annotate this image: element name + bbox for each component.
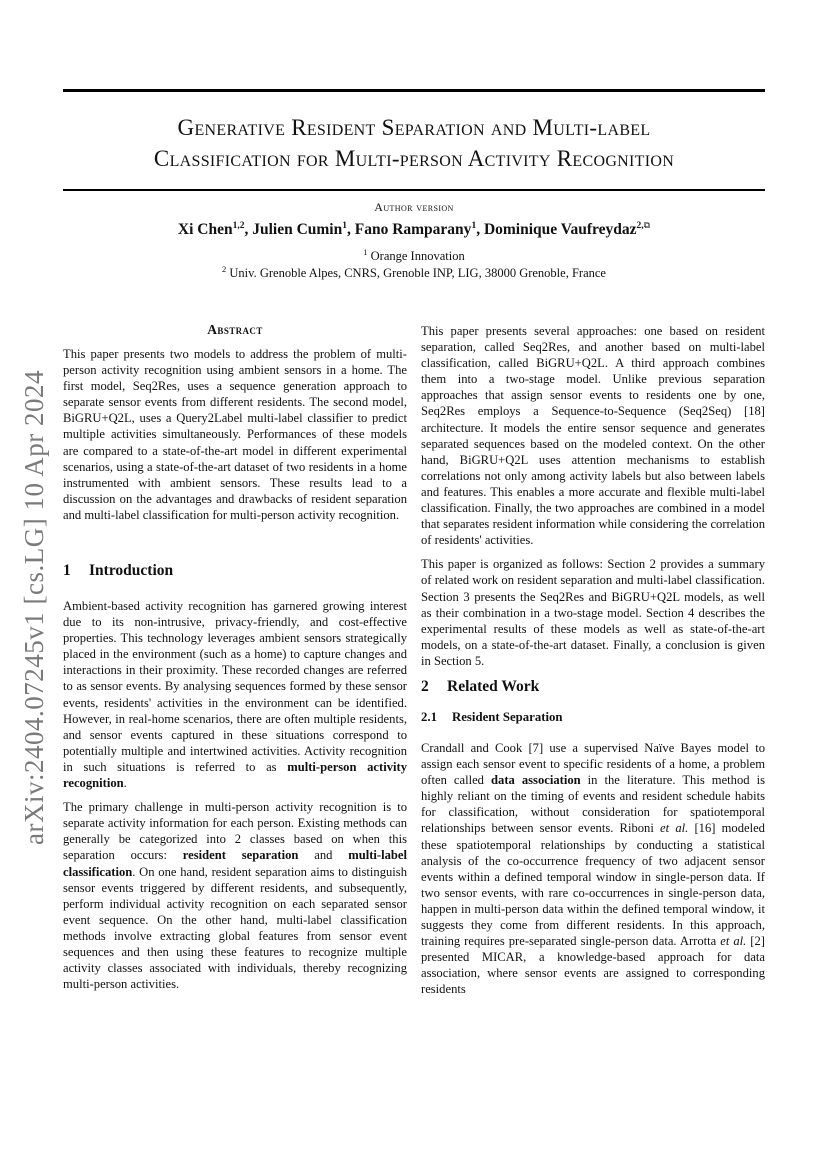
introduction-body (63, 598, 407, 992)
affiliation-2 (63, 264, 765, 281)
affiliation-text: Univ. Grenoble Alpes, CNRS, Grenoble INP, LIG, 38000 Grenoble, France (229, 266, 606, 281)
subsection-number: 2.1 (421, 710, 437, 724)
author-name: Xi Chen (177, 221, 233, 239)
subsection-title: Resident Separation (452, 710, 563, 724)
title-rule-bottom (63, 189, 765, 191)
affiliation-sup: 2 (222, 264, 227, 274)
external-link-icon[interactable]: ⧉ (643, 220, 651, 230)
abstract-text: This paper presents two models to address the problem of multi-person activity recognition using ambient sensors in a home. The first model, Seq2Res, uses a sequence generation approach to separate sensor events from different residents. The second model, BiGRU+Q2L, uses a Query2Label multi-label classifier to predict multiple activities simultaneously. Performances of these models are compared to a state-of-the-art model in different experimental scenarios, using a state-of-the-art dataset of two residents in a home instrumented with ambient sensors. These results lead to a discussion on the advantages and drawbacks of resident separation and multi-label classification for multi-person activity recognition. (63, 347, 407, 522)
resident-separation-paragraph: Crandall and Cook [7] use a supervised Naïve Bayes model to assign each sensor event to specific residents of a home, a problem often called data association in the literature. This method is highly reliant on the timing of events and resident schedule habits for classification, without consideration for spatiotemporal relationships between sensor events. Riboni et al. [16] modeled these spatiotemporal relationships by conducting a statistical analysis of the co-occurrence frequency of two adjacent sensor events within a defined temporal window in single-person data. If two sensor events, with rare co-occurrences in single-person data, happen in multi-person data within the defined temporal window, it suggests they come from different residents. In this approach, training requires pre-separated single-person data. Arrotta et al. [2] presented MICAR, a knowledge-based approach for data association, where sensor events are assigned to corresponding residents (421, 741, 765, 997)
title-line-1: Generative Resident Separation and Multi-label (177, 115, 651, 140)
section-number: 2 (421, 678, 429, 695)
intro-paragraph-3: This paper presents several approaches: one based on resident separation, called Seq2Res, and another based on multi-label classification, called BiGRU+Q2L. A third approach combines them into a two-stage model. Unlike previous separation approaches that assign sensor events to residents one by one, Seq2Res employs a Sequence-to-Sequence (Seq2Seq) [18] architecture. It models the entire sensor sequence and generates separated sequences based on the modeled context. On the other hand, BiGRU+Q2L uses attention mechanisms to establish correlations not only among activity labels but also between labels and features. This enables a more accurate and flexible multi-label classification. Finally, the two approaches are combined in a model that separates resident information while considering the correlation of residents' activities. (421, 324, 765, 548)
section-1-heading (63, 562, 173, 580)
section-2-heading (421, 678, 539, 696)
author-name: Julien Cumin (252, 221, 343, 239)
author-name: Fano Ramparany (354, 221, 472, 239)
affiliation-1 (63, 247, 765, 264)
paper-title (63, 112, 765, 174)
title-rule-top (63, 89, 765, 92)
abstract-body (63, 346, 407, 523)
subsection-2-1-heading (421, 710, 563, 725)
author-affil-sup: 1 (342, 221, 347, 231)
section-title: Introduction (89, 562, 174, 579)
author-name: Dominique Vaufreydaz (483, 221, 637, 239)
arxiv-stamp: arXiv:2404.07245v1 [cs.LG] 10 Apr 2024 (19, 370, 49, 845)
author-affil-sup: 1,2 (232, 221, 245, 231)
resident-separation-body (421, 740, 765, 998)
author-version-label: Author version (374, 200, 454, 214)
right-column-intro (421, 323, 765, 669)
author-list: Xi Chen$^{1,2}$, Julien Cumin$^1$, Fano Ramparany$^1$, Dominique Vaufreydaz$^{2,}$⧉ (177, 220, 651, 239)
intro-paragraph-4: This paper is organized as follows: Section 2 provides a summary of related work on resident separation and multi-label classification. Section 3 presents the Seq2Res and BiGRU+Q2L models, as well as their combination in a two-stage model. Section 4 describes the experimental results of these models as well as state-of-the-art models, on a state-of-the-art dataset. Finally, a conclusion is given in Section 5. (421, 557, 765, 668)
intro-paragraph-2: The primary challenge in multi-person activity recognition is to separate activity information for each person. Existing methods can generally be categorized into 2 classes based on when this separation occurs: resident separation and multi-label classification. On one hand, resident separation aims to distinguish sensor events triggered by different residents, and subsequently, perform individual activity recognition on each separated sensor event sequence. On the other hand, multi-label classification methods involve extracting global features from sensor event sequences and then using these features to recognize multiple activity classes associated with individuals, thereby recognizing multi-person activities. (63, 800, 408, 992)
affiliation-sup: 1 (363, 247, 368, 257)
section-title: Related Work (447, 678, 540, 695)
title-line-2: Classification for Multi-person Activity Recognition (153, 146, 675, 171)
author-affil-sup: 1 (471, 221, 477, 231)
intro-paragraph-1: Ambient-based activity recognition has garnered growing interest due to its non-intrusive, privacy-friendly, and cost-effective properties. This technology leverages ambient sensors strategically placed in the environment (such as a home) to capture changes and interactions in their proximity. These recorded changes are referred to as sensor events. By analysing sequences formed by these sensor events, residents' activities in the environment can be identified. However, in real-home scenarios, there are often multiple residents, and sensor events captured in these situations correspond to potentially multiple and intertwined activities. Activity recognition in such situations is referred to as multi-person activity recognition. (63, 599, 407, 791)
section-number: 1 (63, 562, 71, 579)
author-affil-sup: 2, (636, 221, 644, 231)
affiliation-text: Orange Innovation (370, 249, 465, 264)
abstract-heading: Abstract (207, 322, 263, 337)
